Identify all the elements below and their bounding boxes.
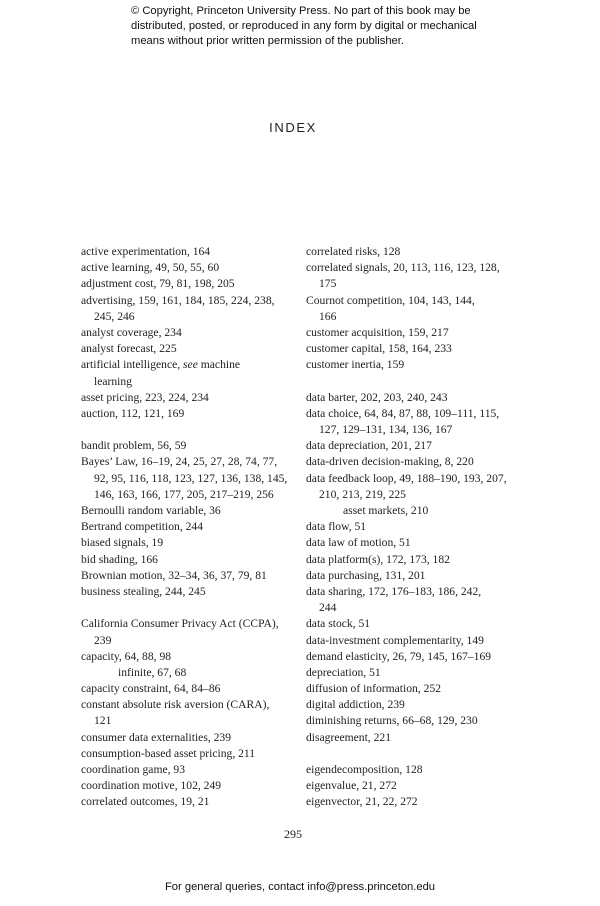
index-entry [81, 357, 306, 389]
index-entry [81, 746, 306, 762]
entry-line: disagreement, 221 [306, 730, 391, 744]
index-entry [306, 568, 531, 584]
index-entry [81, 390, 306, 406]
entry-line: data choice, 64, 84, 87, 88, 109–111, 115, [306, 406, 500, 420]
index-entry [306, 438, 531, 454]
index-entry [81, 454, 306, 503]
index-entry [81, 341, 306, 357]
index-entry [306, 697, 531, 713]
entry-line: correlated outcomes, 19, 21 [81, 795, 210, 809]
entry-line: data purchasing, 131, 201 [306, 568, 426, 582]
index-column-left [81, 244, 306, 811]
entry-line: digital addiction, 239 [306, 698, 405, 712]
index-column-right [306, 244, 531, 811]
entry-line: Bernoulli random variable, 36 [81, 504, 221, 517]
entry-line: bandit problem, 56, 59 [81, 439, 187, 453]
cross-reference-see: see [183, 358, 198, 372]
index-entry [306, 357, 531, 373]
entry-line: analyst forecast, 225 [81, 342, 177, 356]
entry-text: artificial intelligence, [81, 358, 184, 372]
index-entry [306, 649, 531, 665]
index-entry [306, 730, 531, 746]
index-entry [81, 325, 306, 341]
index-entry [81, 535, 306, 551]
entry-line: infinite, 67, 68 [118, 665, 187, 679]
entry-line: bid shading, 166 [81, 552, 158, 566]
entry-line: data depreciation, 201, 217 [306, 439, 432, 453]
entry-line: data barter, 202, 203, 240, 243 [306, 390, 448, 404]
entry-line: asset markets, 210 [343, 504, 429, 517]
entry-continuation-line: 239 [94, 633, 112, 647]
entry-line: advertising, 159, 161, 184, 185, 224, 238, [81, 293, 275, 307]
entry-line: data sharing, 172, 176–183, 186, 242, [306, 584, 482, 598]
index-entry [306, 390, 531, 406]
entry-line: data-driven decision-making, 8, 220 [306, 455, 474, 469]
group-spacer [306, 374, 531, 390]
entry-line: coordination game, 93 [81, 763, 185, 776]
entry-line: diffusion of information, 252 [306, 682, 442, 696]
index-entry [81, 260, 306, 276]
group-spacer [81, 600, 306, 616]
entry-line: data-investment complementarity, 149 [306, 633, 484, 647]
index-entry [306, 341, 531, 357]
index-entry [306, 552, 531, 568]
entry-continuation-line: 146, 163, 166, 177, 205, 217–219, 256 [94, 487, 274, 501]
entry-continuation-line: 121 [94, 714, 112, 728]
entry-line: customer acquisition, 159, 217 [306, 325, 449, 339]
index-entry [306, 584, 531, 616]
index-entry [306, 633, 531, 649]
entry-line: data stock, 51 [306, 617, 371, 631]
index-entry [81, 552, 306, 568]
entry-line: correlated signals, 20, 113, 116, 123, 128, [306, 261, 500, 275]
entry-continuation-line: 127, 129–131, 134, 136, 167 [319, 423, 453, 437]
entry-line: Brownian motion, 32–34, 36, 37, 79, 81 [81, 568, 267, 582]
index-entry [81, 681, 306, 697]
index-entry [306, 616, 531, 632]
footer-contact: For general queries, contact info@press.princeton.edu [164, 881, 436, 893]
entry-line: correlated risks, 128 [306, 245, 401, 258]
index-entry [81, 406, 306, 422]
index-entry [306, 794, 531, 810]
index-entry [81, 519, 306, 535]
index-entry [306, 665, 531, 681]
entry-line: auction, 112, 121, 169 [81, 406, 185, 420]
index-entry [306, 454, 531, 470]
entry-text: machine [197, 358, 241, 372]
entry-line: depreciation, 51 [306, 665, 381, 679]
copyright-notice [131, 4, 531, 49]
index-entry [306, 713, 531, 729]
entry-continuation-line: 166 [319, 309, 337, 323]
entry-line: consumption-based asset pricing, 211 [81, 746, 256, 760]
index-entry [306, 406, 531, 438]
entry-continuation-line: learning [94, 374, 132, 388]
entry-line: consumer data externalities, 239 [81, 730, 232, 744]
entry-continuation-line: 245, 246 [94, 309, 135, 323]
index-entry [81, 276, 306, 292]
index-entry [306, 471, 531, 503]
copyright-line: means without prior written permission of the publisher. [131, 35, 404, 47]
index-entry [81, 503, 306, 519]
entry-line: constant absolute risk aversion (CARA), [81, 698, 270, 712]
entry-line: active learning, 49, 50, 55, 60 [81, 261, 220, 275]
index-entry [81, 730, 306, 746]
index-entry [306, 325, 531, 341]
entry-line: active experimentation, 164 [81, 245, 211, 258]
index-entry [306, 681, 531, 697]
entry-line: data feedback loop, 49, 188–190, 193, 207, [306, 471, 507, 485]
entry-line: capacity constraint, 64, 84–86 [81, 682, 221, 696]
entry-continuation-line: 244 [319, 601, 337, 615]
index-entry [81, 649, 306, 665]
page-number: 295 [284, 827, 302, 841]
index-entry [81, 438, 306, 454]
entry-line: Bayes’ Law, 16–19, 24, 25, 27, 28, 74, 77, [81, 455, 278, 469]
index-entry [81, 616, 306, 648]
index-entry [81, 697, 306, 729]
entry-line: asset pricing, 223, 224, 234 [81, 390, 209, 404]
index-entry [81, 778, 306, 794]
index-entry [306, 762, 531, 778]
entry-line: diminishing returns, 66–68, 129, 230 [306, 714, 478, 728]
entry-line: data law of motion, 51 [306, 536, 411, 550]
entry-line: analyst coverage, 234 [81, 325, 182, 339]
entry-line: demand elasticity, 26, 79, 145, 167–169 [306, 649, 492, 663]
index-entry [81, 293, 306, 325]
index-entry [306, 293, 531, 325]
entry-line: adjustment cost, 79, 81, 198, 205 [81, 277, 235, 291]
index-entry [306, 260, 531, 292]
entry-line: Bertrand competition, 244 [81, 520, 204, 534]
index-entry [81, 244, 306, 260]
copyright-line: © Copyright, Princeton University Press. No part of this book may be [131, 5, 471, 17]
copyright-line: distributed, posted, or reproduced in any form by digital or mechanical [131, 20, 477, 32]
entry-continuation-line: 92, 95, 116, 118, 123, 127, 136, 138, 145, [94, 471, 288, 485]
page-title: INDEX [269, 120, 317, 135]
entry-line: eigenvalue, 21, 272 [306, 779, 397, 793]
entry-line: capacity, 64, 88, 98 [81, 649, 172, 663]
entry-line: eigendecomposition, 128 [306, 763, 423, 776]
entry-line: customer capital, 158, 164, 233 [306, 342, 452, 356]
entry-continuation-line: 175 [319, 277, 337, 291]
entry-line: California Consumer Privacy Act (CCPA), [81, 617, 279, 631]
index-entry [306, 519, 531, 535]
entry-line: Cournot competition, 104, 143, 144, [306, 293, 475, 307]
index-entry [81, 584, 306, 600]
index-entry [306, 244, 531, 260]
index-entry [81, 794, 306, 810]
index-entry [81, 568, 306, 584]
index-subentry [81, 665, 306, 681]
entry-line: coordination motive, 102, 249 [81, 779, 222, 793]
entry-line: data flow, 51 [306, 520, 367, 534]
index-entry [306, 778, 531, 794]
entry-line: biased signals, 19 [81, 536, 164, 550]
index-subentry [306, 503, 531, 519]
group-spacer [306, 746, 531, 762]
entry-line: business stealing, 244, 245 [81, 584, 206, 598]
entry-line: eigenvector, 21, 22, 272 [306, 795, 418, 809]
index-entry [81, 762, 306, 778]
entry-line: data platform(s), 172, 173, 182 [306, 552, 450, 566]
entry-line [81, 357, 306, 373]
entry-continuation-line: 210, 213, 219, 225 [319, 487, 406, 501]
index-entry [306, 535, 531, 551]
group-spacer [81, 422, 306, 438]
entry-line: customer inertia, 159 [306, 358, 405, 372]
